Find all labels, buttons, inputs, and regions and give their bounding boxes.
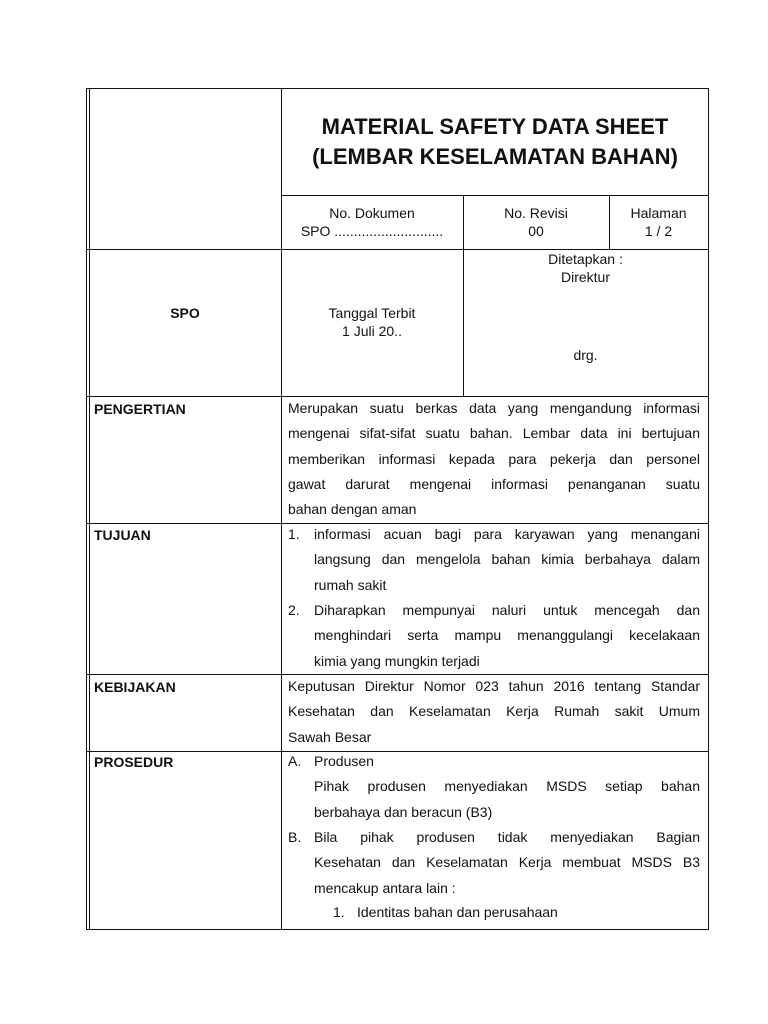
list-marker: 2. [288, 602, 300, 618]
kebijakan-text [288, 674, 700, 750]
prosedur-subitem [333, 900, 700, 925]
spo-label: SPO [170, 305, 200, 321]
no-revisi-label: No. Revisi [504, 205, 568, 221]
text-line: Merupakan suatu berkas data yang mengandung informasi [288, 400, 700, 416]
tanggal-terbit-label: Tanggal Terbit [328, 305, 416, 321]
text-line: Diharapkan mempunyai naluri untuk mencegah dan [314, 602, 700, 618]
text-line: informasi acuan bagi para karyawan yang menangani [314, 526, 700, 542]
text-line: bahan dengan aman [288, 501, 417, 518]
prosedur-item [288, 825, 700, 901]
list-marker: A. [288, 753, 302, 769]
text-line: Sawah Besar [288, 728, 372, 745]
no-dokumen-label: No. Dokumen [329, 205, 415, 221]
prosedur-item [288, 749, 700, 825]
no-dokumen-value: SPO ............................ [300, 223, 444, 239]
tujuan-label: TUJUAN [94, 527, 151, 543]
text-line: Pihak produsen menyediakan MSDS setiap bahan [314, 778, 700, 795]
no-revisi-cell [463, 204, 609, 240]
list-marker: 1. [288, 526, 300, 542]
list-marker: B. [288, 829, 302, 845]
text-line: mencakup antara lain : [314, 879, 456, 896]
ditetapkan-role: Direktur [560, 269, 610, 285]
text-line: Bila pihak produsen tidak menyediakan Bagian [314, 829, 700, 845]
ditetapkan-signatory: drg. [573, 347, 598, 363]
text-line: Produsen [314, 753, 374, 769]
prosedur-label: PROSEDUR [94, 754, 174, 770]
pengertian-text [288, 396, 700, 522]
ditetapkan-cell [463, 250, 708, 286]
text-line: Keputusan Direktur Nomor 023 tahun 2016 tentang Standar [288, 678, 700, 694]
tanggal-terbit-cell [281, 304, 463, 340]
halaman-label: Halaman [630, 205, 687, 221]
tanggal-terbit-value: 1 Juli 20.. [342, 323, 402, 339]
text-line: berbahaya dan beracun (B3) [314, 803, 493, 820]
text-line: memberikan informasi kepada para pekerja dan personel [288, 450, 700, 467]
text-line: gawat darurat mengenai informasi penanganan suatu [288, 475, 700, 492]
text-line: menghindari serta mampu menanggulangi kecelakaan [314, 627, 700, 644]
halaman-cell [609, 204, 708, 240]
pengertian-label: PENGERTIAN [94, 401, 186, 417]
tujuan-item [288, 522, 700, 598]
title-line: (LEMBAR KESELAMATAN BAHAN) [312, 144, 678, 169]
tujuan-item [288, 598, 700, 674]
text-line: langsung dan mengelola bahan kimia berbahaya dalam [314, 551, 700, 568]
halaman-value: 1 / 2 [644, 223, 673, 239]
list-marker: 1. [333, 904, 345, 920]
text-line: Kesehatan dan Keselamatan Kerja membuat MSDS B3 [314, 854, 700, 871]
text-line: rumah sakit [314, 576, 387, 593]
text-line: Kesehatan dan Keselamatan Kerja Rumah sakit Umum [288, 703, 700, 720]
text-line: kimia yang mungkin terjadi [314, 652, 480, 669]
ditetapkan-label: Ditetapkan : [548, 251, 623, 267]
text-line: mengenai sifat-sifat suatu bahan. Lembar data ini bertujuan [288, 425, 700, 442]
no-revisi-value: 00 [528, 223, 544, 239]
title-line: MATERIAL SAFETY DATA SHEET [321, 114, 669, 139]
document-title [281, 112, 709, 172]
kebijakan-label: KEBIJAKAN [94, 679, 176, 695]
no-dokumen-cell [281, 204, 463, 240]
text-line: Identitas bahan dan perusahaan [357, 904, 558, 920]
